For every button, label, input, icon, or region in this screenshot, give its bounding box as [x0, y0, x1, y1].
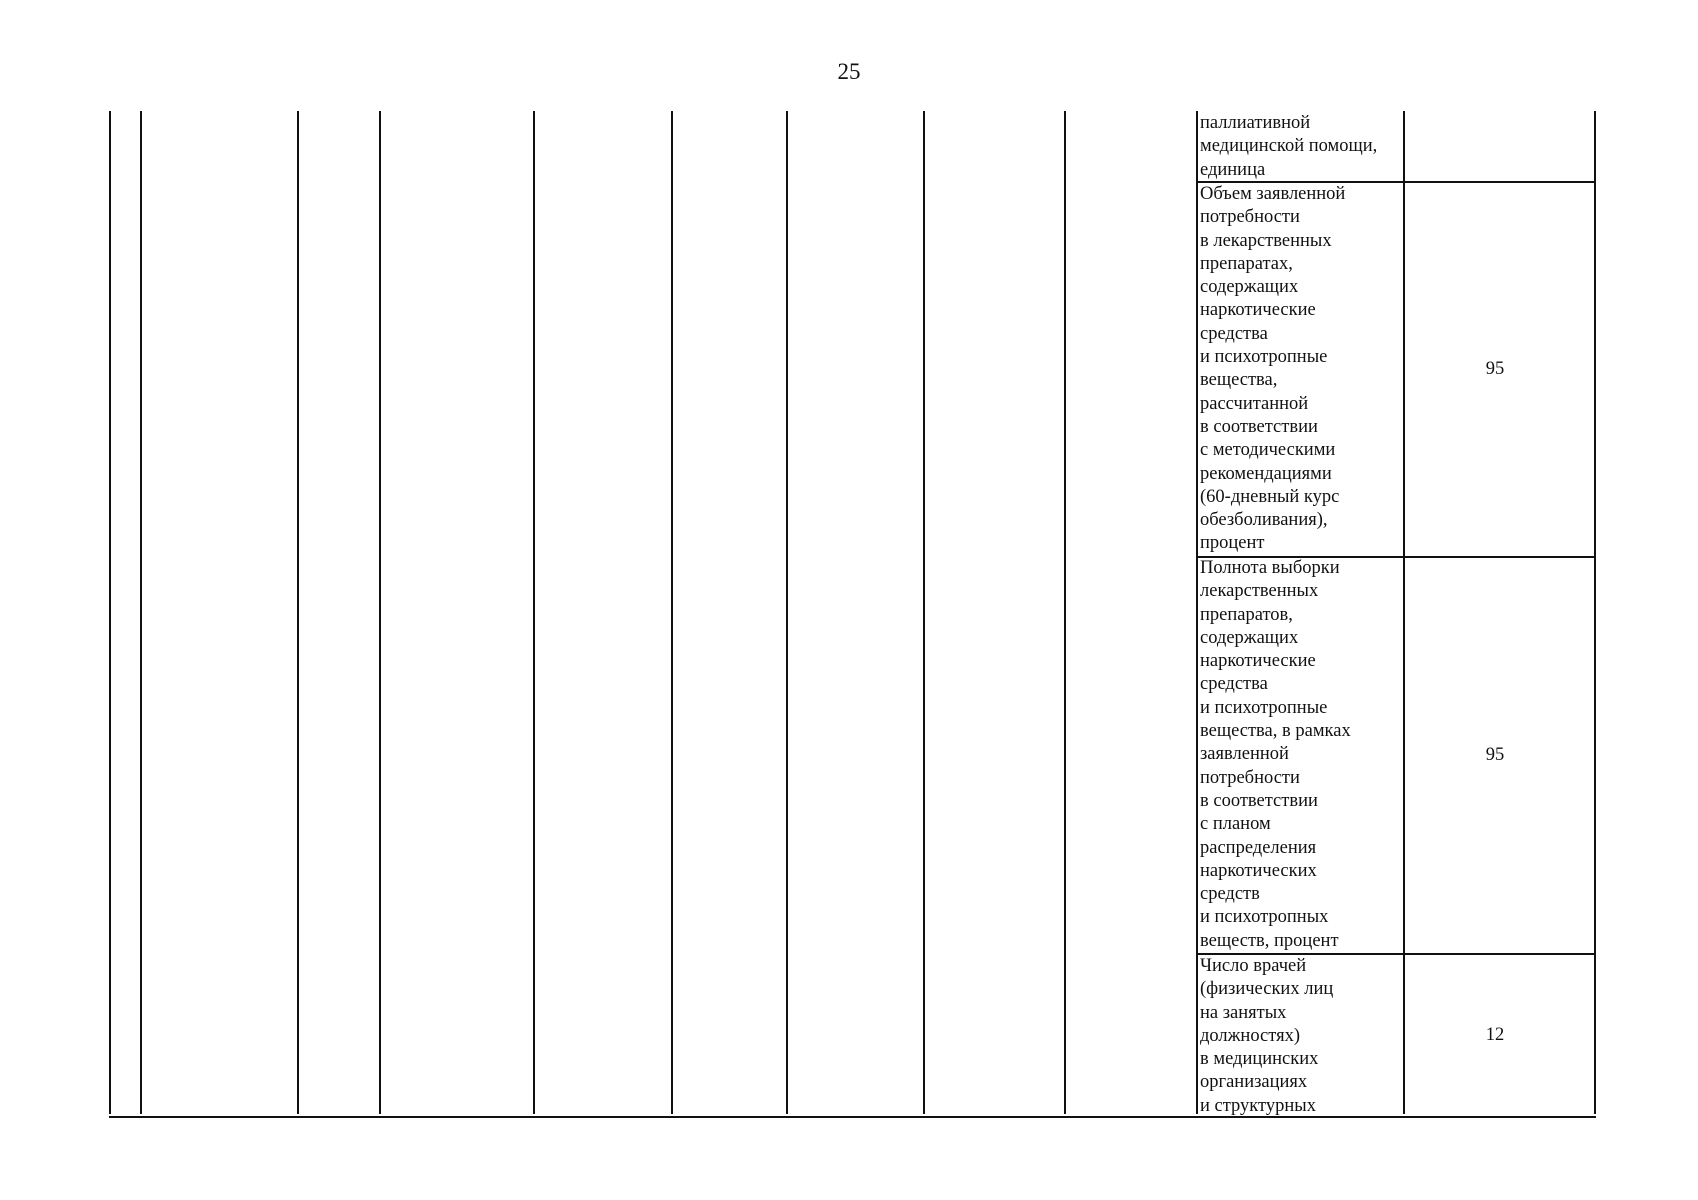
column-border — [786, 111, 788, 1114]
value-cell — [1400, 1023, 1590, 1047]
indicator-text: Число врачей (физических лиц на занятых должностях) в медицинских организациях и структурных — [1200, 956, 1334, 1116]
column-border — [671, 111, 673, 1114]
page-number: 25 — [837, 59, 861, 84]
column-border — [1594, 111, 1596, 1114]
indicator-cell — [1200, 557, 1400, 953]
column-border — [1064, 111, 1066, 1114]
value-cell — [1400, 357, 1590, 381]
value-cell — [1400, 743, 1590, 767]
indicator-value: 95 — [1485, 745, 1505, 765]
column-border — [923, 111, 925, 1114]
indicator-text: Объем заявленной потребности в лекарственных препаратах, содержащих наркотические средства и психотропные вещества, рассчитанной в соответствии с методическими рекомендациями (60-дневный курс обезболивания), процент — [1200, 184, 1346, 554]
indicator-text: паллиативной медицинской помощи, единица — [1200, 113, 1378, 180]
indicator-value: 12 — [1485, 1025, 1505, 1045]
indicator-cell — [1200, 183, 1400, 556]
column-border — [140, 111, 142, 1114]
indicator-cell — [1200, 955, 1400, 1118]
indicator-value: 95 — [1485, 359, 1505, 379]
column-border — [109, 111, 111, 1114]
indicator-text: Полнота выборки лекарственных препаратов, содержащих наркотические средства и психотропные вещества, в рамках заявленной потребности в соответствии с планом распределения наркотических средств и психотропных веществ, процент — [1200, 558, 1351, 951]
column-border — [1403, 111, 1405, 1114]
indicator-cell — [1200, 112, 1400, 182]
column-border — [533, 111, 535, 1114]
column-border — [297, 111, 299, 1114]
column-border — [1196, 111, 1198, 1114]
column-border — [379, 111, 381, 1114]
